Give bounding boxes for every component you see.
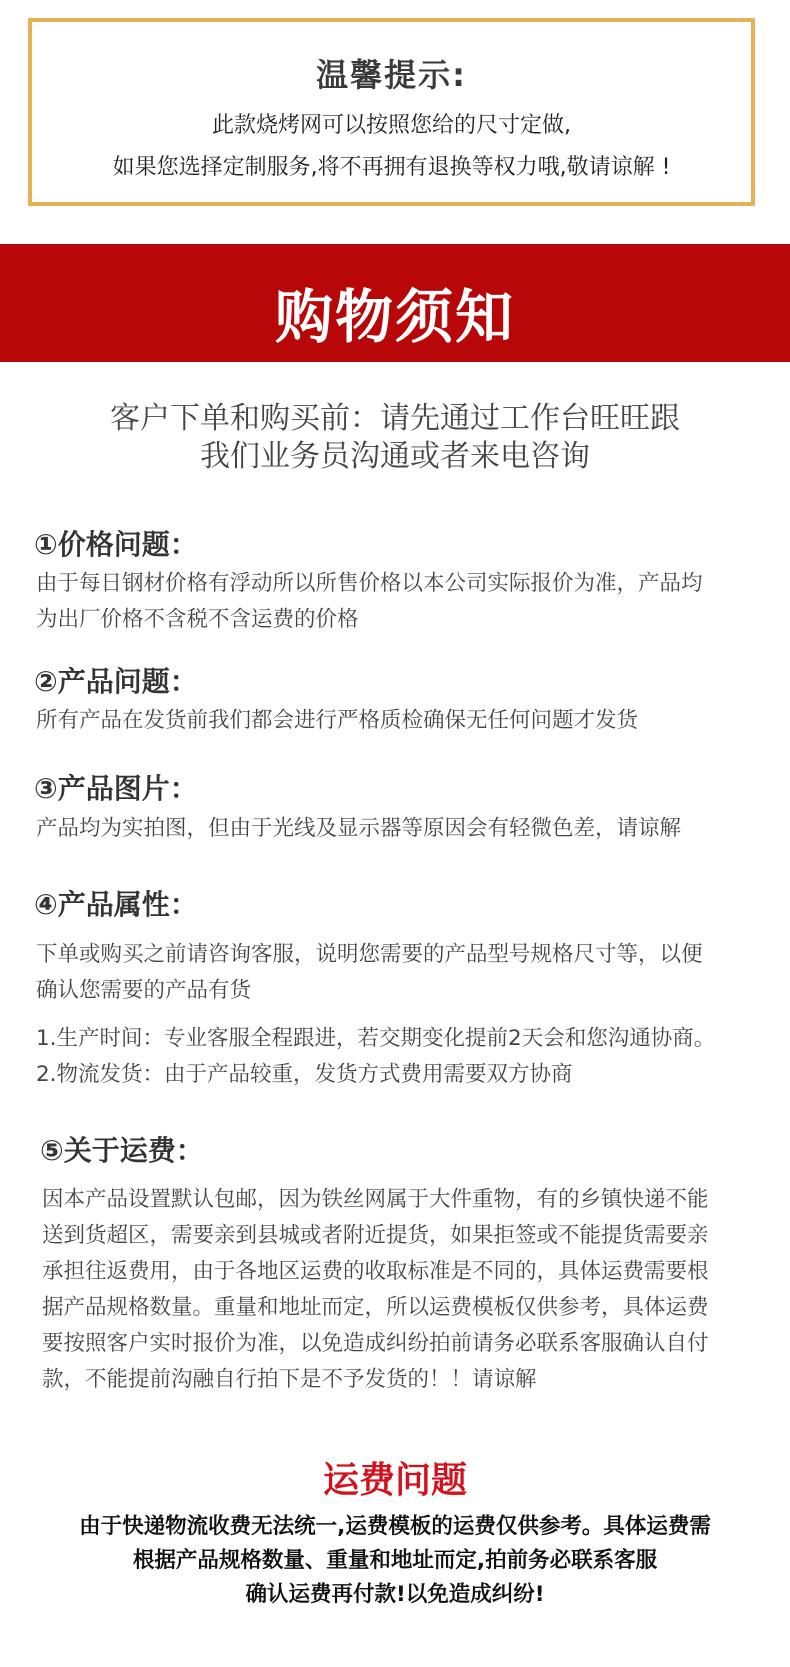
- section-text-attributes: [36, 937, 756, 1009]
- intro-line-1: 客户下单和购买前：请先通过工作台旺旺跟: [110, 401, 680, 436]
- shipping-line: 由于快递物流收费无法统一,运费模板的运费仅供参考。具体运费需: [79, 1514, 711, 1539]
- section-text-product: [36, 703, 756, 739]
- notice-line-1: 此款烧烤网可以按照您给的尺寸定做,: [212, 113, 571, 138]
- section-line: 2.物流发货：由于产品较重，发货方式费用需要双方协商: [36, 1062, 573, 1087]
- section-heading-price: ①价格问题：: [34, 528, 198, 561]
- section-line: 为出厂价格不含税不含运费的价格: [36, 607, 359, 632]
- shipping-line: 确认运费再付款!以免造成纠纷!: [245, 1582, 545, 1607]
- section-line: 据产品规格数量。重量和地址而定，所以运费模板仅供参考，具体运费: [42, 1295, 709, 1320]
- section-line: 由于每日钢材价格有浮动所以所售价格以本公司实际报价为准，产品均: [36, 571, 703, 596]
- shipping-line: 根据产品规格数量、重量和地址而定,拍前务必联系客服: [132, 1548, 658, 1573]
- section-heading-product: ②产品问题：: [34, 665, 198, 698]
- section-line: 确认您需要的产品有货: [36, 978, 252, 1003]
- section-line: 产品均为实拍图，但由于光线及显示器等原因会有轻微色差，请谅解: [36, 816, 682, 841]
- section-line: 送到货超区，需要亲到县城或者附近提货，如果拒签或不能提货需要亲: [42, 1223, 709, 1248]
- section-text-shipping: [42, 1182, 762, 1398]
- section-heading-shipping: ⑤关于运费：: [40, 1134, 204, 1167]
- section-line: 因本产品设置默认包邮，因为铁丝网属于大件重物，有的乡镇快递不能: [42, 1187, 709, 1212]
- section-text-images: [36, 811, 756, 847]
- section-line: 1.生产时间：专业客服全程跟进，若交期变化提前2天会和您沟通协商。: [36, 1026, 716, 1051]
- section-text-attributes-extra: [36, 1021, 756, 1093]
- notice-box: [28, 18, 755, 206]
- notice-title: 温馨提示:: [316, 56, 467, 94]
- section-text-price: [36, 566, 756, 638]
- section-line: 所有产品在发货前我们都会进行严格质检确保无任何问题才发货: [36, 708, 639, 733]
- shopping-notice-banner: [0, 244, 790, 362]
- notice-line-2: 如果您选择定制服务,将不再拥有退换等权力哦,敬请谅解 !: [112, 155, 671, 180]
- shipping-notice: [0, 1510, 790, 1612]
- section-line: 要按照客户实时报价为准，以免造成纠纷拍前请务必联系客服确认自付: [42, 1331, 709, 1356]
- section-line: 承担往返费用，由于各地区运费的收取标准是不同的，具体运费需要根: [42, 1259, 709, 1284]
- section-heading-attributes: ④产品属性：: [34, 888, 198, 921]
- intro-line-2: 我们业务员沟通或者来电咨询: [200, 439, 590, 474]
- shipping-title: 运费问题: [322, 1460, 467, 1501]
- section-line: 款，不能提前沟融自行拍下是不予发货的！！请谅解: [42, 1367, 537, 1392]
- section-heading-images: ③产品图片：: [34, 772, 198, 805]
- section-line: 下单或购买之前请咨询客服，说明您需要的产品型号规格尺寸等，以便: [36, 942, 703, 967]
- banner-title: 购物须知: [274, 283, 515, 351]
